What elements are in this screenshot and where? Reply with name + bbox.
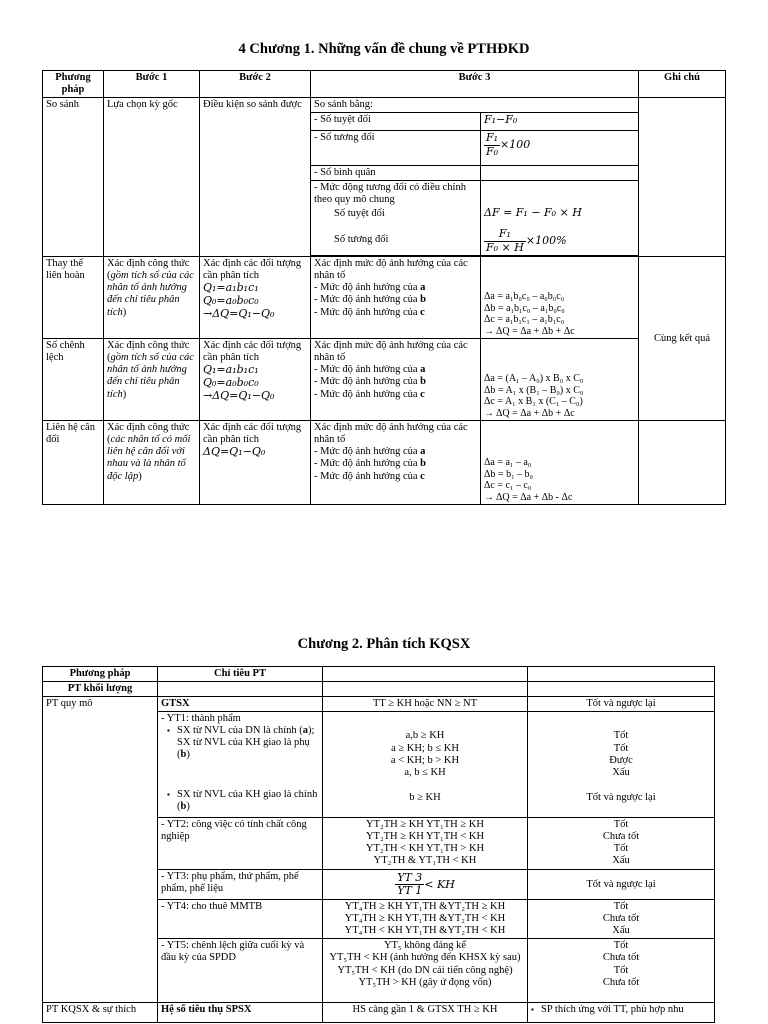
sochenh-step3: Xác định mức độ ảnh hưởng của các nhân tố - Mức độ ảnh hưởng của a - Mức độ ảnh hưởng của b - Mức độ ảnh hưởng của c (311, 339, 481, 421)
he-so-eval: ▪ SP thích ứng với TT, phù hợp nhu (528, 1003, 715, 1023)
sosanh-rel: - Số tương đối (311, 131, 481, 166)
chapter2-title: Chương 2. Phân tích KQSX (297, 636, 471, 652)
lienhe-step2: Xác định các đối tượng cần phân tích ΔQ=Q₁−Q₀ (200, 421, 311, 505)
sochenh-step2: Xác định các đối tượng cần phân tích Q₁=a₁b₁c₁ Q₀=a₀b₀c₀ →ΔQ=Q₁−Q₀ (200, 339, 311, 421)
yt1-sub2: ▪ SX từ NVL của KH giao là chính (b) (158, 780, 323, 818)
sochenh-step1: Xác định công thức (gồm tích số của các nhân tố ảnh hưởng đến chỉ tiêu phân tích) (104, 339, 200, 421)
he-so-cond: HS càng gần 1 & GTSX TH ≥ KH (323, 1003, 528, 1023)
header-step3: Bước 3 (311, 71, 639, 98)
yt4-label: - YT4: cho thuê MMTB (158, 900, 323, 939)
yt5-label: - YT5: chênh lệch giữa cuối kỳ và đầu kỳ của SPDD (158, 939, 323, 1003)
lienhe-step1: Xác định công thức (các nhân tố có mối liên hệ cân đối với nhau và là nhân tố độc lập) (104, 421, 200, 505)
yt5-cond: YT₅ không đáng kể YT₅TH < KH (ảnh hưởng đến KHSX kỳ sau) YT₅TH < KH (do DN cải tiến công nghệ) YT₅TH > KH (gây ứ đọng vốn) (323, 939, 528, 1003)
sosanh-rel-formula: $\frac{\text{F₁}}{\text{F₀}}$ ×100 (481, 131, 639, 166)
he-so-tieu-thu: Hệ số tiêu thụ SPSX (158, 1003, 323, 1023)
header-chi-tieu: Chỉ tiêu PT (158, 667, 323, 682)
header-step2: Bước 2 (200, 71, 311, 98)
yt4-eval: Tốt Chưa tốt Xấu (528, 900, 715, 939)
chapter1-table (42, 70, 726, 505)
method-lienhe: Liên hệ cân đối (43, 421, 104, 505)
sosanh-abs: - Số tuyệt đối (311, 113, 481, 131)
header-note: Ghi chú (639, 71, 726, 98)
header-step1: Bước 1 (104, 71, 200, 98)
yt2-eval: Tốt Chưa tốt Tốt Xấu (528, 818, 715, 870)
yt1-sub2-eval: Tốt và ngược lại (528, 780, 715, 818)
sosanh-step3-head: So sánh bằng: (311, 98, 639, 113)
yt2-cond: YT₂TH ≥ KH YT₁TH ≥ KH YT₂TH ≥ KH YT₁TH < KH YT₂TH < KH YT₁TH > KH YT₂TH & YT₁TH < KH (323, 818, 528, 870)
yt1-sub2-cond: b ≥ KH (323, 780, 528, 818)
yt3-label: - YT3: phụ phẩm, thứ phẩm, phế phẩm, phế liệu (158, 870, 323, 900)
header-method: Phương pháp (43, 71, 104, 98)
chapter2-table (42, 666, 715, 1023)
lienhe-formulas: Δa = a₁ – a₀ Δb = b₁ – b₀ Δc = c₁ – c₀ → ΔQ = Δa + Δb - Δc (481, 421, 639, 505)
gtsx-cond: TT ≥ KH hoặc NN ≥ NT (323, 697, 528, 712)
thaythe-step3: Xác định mức độ ảnh hưởng của các nhân tố - Mức độ ảnh hưởng của a - Mức độ ảnh hưởng của b - Mức độ ảnh hưởng của c (311, 257, 481, 339)
sosanh-avg: - Số bình quân (311, 166, 481, 181)
gtsx-eval: Tốt và ngược lại (528, 697, 715, 712)
sosanh-step2: Điều kiện so sánh được (200, 98, 311, 257)
yt1-eval: Tốt Tốt Được Xấu (528, 712, 715, 780)
yt4-cond: YT₄TH ≥ KH YT₁TH &YT₂TH ≥ KH YT₄TH ≥ KH YT₁TH &YT₂TH < KH YT₄TH < KH YT₁TH &YT₂TH < KH (323, 900, 528, 939)
method-pt-kqsx: PT KQSX & sự thích (43, 1003, 158, 1023)
thaythe-formulas: Δa = a₁b₀c₀ – a₀b₀c₀ Δb = a₁b₁c₀ – a₁b₀c₀ Δc = a₁b₁c₁ – a₁b₁c₀ → ΔQ = Δa + Δb + Δc (481, 257, 639, 339)
gtsx-label: GTSX (158, 697, 323, 712)
method-sosanh: So sánh (43, 98, 104, 257)
yt2-label: - YT2: công việc có tính chất công nghiệp (158, 818, 323, 870)
note-cung-ket-qua: Cùng kết quả (639, 257, 726, 421)
thaythe-step2: Xác định các đối tượng cần phân tích Q₁=a₁b₁c₁ Q₀=a₀b₀c₀ →ΔQ=Q₁−Q₀ (200, 257, 311, 339)
header-phuong-phap: Phương pháp (43, 667, 158, 682)
sosanh-adj: - Mức động tương đối có điều chỉnh theo quy mô chung Số tuyệt đối Số tương đối (311, 181, 481, 256)
sochenh-formulas: Δa = (A₁ – A₀) x B₀ x C₀ Δb = A₁ x (B₁ – B₀) x C₀ Δc = A₁ x B₁ x (C₁ – C₀) → ΔQ = Δa + Δb + Δc (481, 339, 639, 421)
lienhe-step3: Xác định mức độ ảnh hưởng của các nhân tố - Mức độ ảnh hưởng của a - Mức độ ảnh hưởng của b - Mức độ ảnh hưởng của c (311, 421, 481, 505)
sosanh-adj-formula: ΔF = F₁ − F₀ × H $\frac{\text{F₁}}{\text{F₀ × H}}$ ×100% (481, 181, 639, 256)
yt5-eval: Tốt Chưa tốt Tốt Chưa tốt (528, 939, 715, 1003)
yt3-cond: $\frac{YT 3}{YT 1}$ < KH (323, 870, 528, 900)
sosanh-note (639, 98, 726, 257)
yt3-eval: Tốt và ngược lại (528, 870, 715, 900)
yt1-label: - YT1: thành phẩm ▪ SX từ NVL của DN là chính (a); SX từ NVL của KH giao là phụ (b) (158, 712, 323, 780)
method-pt-quy-mo: PT quy mô (43, 697, 158, 1003)
sosanh-step1: Lựa chọn kỳ gốc (104, 98, 200, 257)
method-sochenh: Số chênh lệch (43, 339, 104, 421)
yt1-cond: a,b ≥ KH a ≥ KH; b ≤ KH a < KH; b > KH a, b ≤ KH (323, 712, 528, 780)
thaythe-step1: Xác định công thức (gồm tích số của các nhân tố ảnh hưởng đến chỉ tiêu phân tích) (104, 257, 200, 339)
chapter1-title: 4 Chương 1. Những vấn đề chung về PTHĐKD (238, 41, 530, 57)
sub-pt-khoi-luong: PT khối lượng (43, 682, 158, 697)
method-thaythe: Thay thế liên hoàn (43, 257, 104, 339)
sosanh-abs-formula: F₁−F₀ (481, 113, 639, 131)
